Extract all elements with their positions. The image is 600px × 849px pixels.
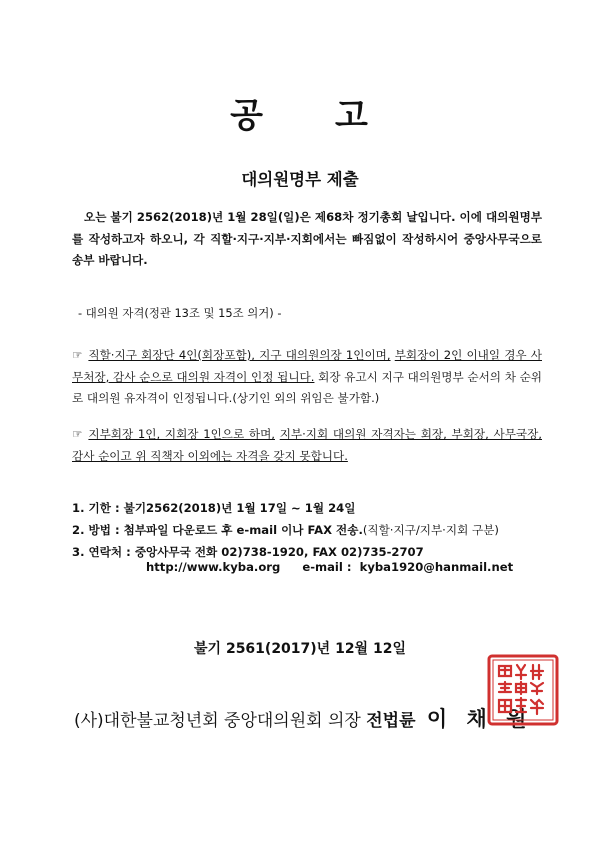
qualification-heading: - 대의원 자격(정관 13조 및 15조 의거) -: [78, 306, 282, 320]
document-date: 불기 2561(2017)년 12월 12일: [194, 641, 406, 657]
contact-links: [146, 560, 513, 574]
signature-org: (사)대한불교청년회 중앙대의원회 의장: [74, 711, 361, 731]
title-char-1: 공: [230, 96, 265, 136]
qualification-note-2: [72, 424, 542, 467]
list-item-deadline: 1. 기한 : 불기2562(2018)년 1월 17일 ~ 1월 24일: [72, 501, 356, 515]
document-subtitle: 대의원명부 제출: [241, 170, 359, 189]
note2-underlined-1: 지부회장 1인, 지회장 1인으로 하며,: [88, 427, 275, 441]
signature-name: 전법륜: [366, 711, 416, 731]
pointing-hand-icon: ☞: [72, 348, 83, 362]
website-link[interactable]: http://www.kyba.org: [146, 560, 281, 574]
email-link[interactable]: kyba1920@hanmail.net: [359, 560, 514, 574]
intro-paragraph: 오는 불기 2562(2018)년 1월 28일(일)은 제68차 정기총회 날입니다. 이에 대의원명부를 작성하고자 하오니, 각 직할·지구·지부·지회에서는 빠짐없이 작성하시어 중앙사무국으로 송부 바랍니다.: [72, 210, 542, 267]
title-char-2: 고: [335, 96, 370, 136]
method-note: (직할·지구/지부·지회 구분): [362, 523, 499, 537]
official-seal-icon: [487, 654, 559, 726]
note1-rest: 회장 유고시 지구 대의원명부 순서의 차 순위로 대의원 유자격이 인정됩니다.(상기인 외의 위임은 불가함.): [72, 369, 543, 405]
info-list: [72, 497, 499, 563]
email-label: e-mail :: [302, 560, 352, 574]
signature-line: [74, 703, 532, 733]
note2-underlined-2: 지부·지회 대의원 자격자는 회장, 부회장, 사무국장, 감사 순이고 위 직책자 이외에는 자격을 갖지 못합니다.: [72, 427, 542, 463]
page-title: [0, 88, 600, 137]
list-item-method: [72, 519, 499, 541]
note1-underlined-1: 직할·지구 회장단 4인(회장포함), 지구 대의원의장 1인이며,: [88, 348, 391, 362]
method-main: 2. 방법 : 첨부파일 다운로드 후 e-mail 이나 FAX 전송.: [72, 523, 363, 537]
pointing-hand-icon: ☞: [72, 427, 83, 441]
list-item-contact: 3. 연락처 : 중앙사무국 전화 02)738-1920, FAX 02)735-2707: [72, 545, 424, 559]
qualification-note-1: [72, 345, 542, 410]
signature-fullname: 이 채 원: [426, 707, 533, 731]
note1-underlined-2: 부회장이 2인 이내일 경우 사무처장, 감사 순으로 대의원 자격이 인정 됩니다.: [72, 348, 542, 384]
